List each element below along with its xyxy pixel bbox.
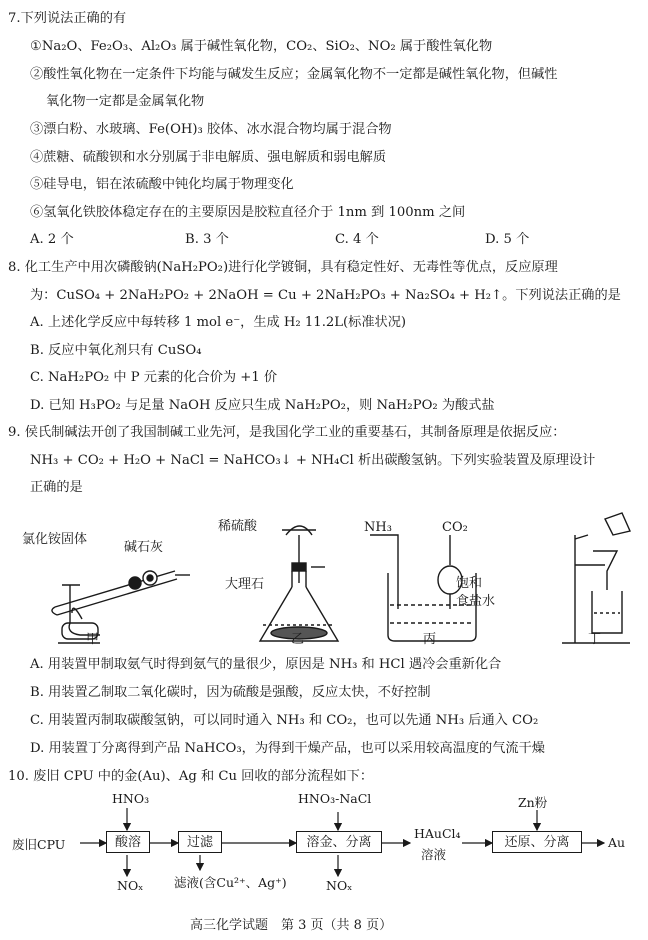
flow-out-nox-2: NOₓ xyxy=(326,878,353,893)
flow-start-cpu: 废旧CPU xyxy=(12,837,66,852)
flow-box-acid-dissolve: 酸溶 xyxy=(106,831,150,853)
q9-stem-line3: 正确的是 xyxy=(30,480,83,495)
q9-option-a: A. 用装置甲制取氨气时得到氨气的量很少，原因是 NH₃ 和 HCl 遇冷会重新化合 xyxy=(30,657,502,672)
q9-stem-line1: 9. 侯氏制碱法开创了我国制碱工业先河，是我国化学工业的重要基石，其制备原理是依据反应： xyxy=(8,425,566,440)
flow-end-au: Au xyxy=(608,835,626,850)
label-dilute-sulfuric-acid: 稀硫酸 xyxy=(218,519,258,534)
q9-option-d: D. 用装置丁分离得到产品 NaHCO₃，为得到干燥产品，也可以采用较高温度的气流干燥 xyxy=(30,741,545,756)
q7-item-6: ⑥氢氧化铁胶体稳定存在的主要原因是胶粒直径介于 1nm 到 100nm 之间 xyxy=(30,205,466,220)
q7-option-b: B. 3 个 xyxy=(185,232,229,247)
q7-option-a: A. 2 个 xyxy=(30,232,74,247)
label-nh3: NH₃ xyxy=(364,520,392,535)
q8-option-d: D. 已知 H₃PO₂ 与足量 NaOH 反应只生成 NaH₂PO₂，则 NaH₂PO₂ 为酸式盐 xyxy=(30,398,495,413)
q7-option-d: D. 5 个 xyxy=(485,232,530,247)
label-marble: 大理石 xyxy=(225,577,265,592)
flow-box-dissolve-gold: 溶金、分离 xyxy=(296,831,382,853)
flow-reagent-hno3: HNO₃ xyxy=(112,791,150,806)
caption-bing: 丙 xyxy=(423,632,437,647)
q8-stem-line1: 8. 化工生产中用次磷酸钠(NaH₂PO₂)进行化学镀铜，具有稳定性好、无毒性等优点，反应原理 xyxy=(8,260,558,275)
apparatus-yi xyxy=(260,526,338,641)
label-ammonium-chloride: 氯化铵固体 xyxy=(22,532,88,547)
flow-mid-solution: 溶液 xyxy=(421,847,447,862)
q8-option-a: A. 上述化学反应中每转移 1 mol e⁻，生成 H₂ 11.2L(标准状况) xyxy=(30,315,407,330)
flow-box-reduce-separate: 还原、分离 xyxy=(492,831,582,853)
flow-box-filter: 过滤 xyxy=(178,831,222,853)
label-saturated: 饱和 xyxy=(456,576,483,591)
q7-item-2-cont: 氧化物一定都是金属氧化物 xyxy=(46,94,205,109)
q9-stem-line2: NH₃ + CO₂ + H₂O + NaCl = NaHCO₃↓ + NH₄Cl 析出碳酸氢钠。下列实验装置及原理设计 xyxy=(30,453,596,468)
q7-item-1: ①Na₂O、Fe₂O₃、Al₂O₃ 属于碱性氧化物，CO₂、SiO₂、NO₂ 属于酸性氧化物 xyxy=(30,39,493,54)
q7-stem: 7.下列说法正确的有 xyxy=(8,11,127,26)
q10-stem: 10. 废旧 CPU 中的金(Au)、Ag 和 Cu 回收的部分流程如下： xyxy=(8,769,374,784)
apparatus-jia xyxy=(52,571,190,643)
flow-reagent-zn: Zn粉 xyxy=(518,795,548,810)
caption-ding: 丁 xyxy=(588,632,602,647)
q9-option-c: C. 用装置丙制取碳酸氢钠，可以同时通入 NH₃ 和 CO₂，也可以先通 NH₃ 后通入 CO₂ xyxy=(30,713,539,728)
q7-item-2: ②酸性氧化物在一定条件下均能与碱发生反应；金属氧化物不一定都是碱性氧化物，但碱性 xyxy=(30,67,558,82)
q9-option-b: B. 用装置乙制取二氧化碳时，因为硫酸是强酸，反应太快，不好控制 xyxy=(30,685,431,700)
flow-out-nox-1: NOₓ xyxy=(117,878,144,893)
caption-yi: 乙 xyxy=(291,632,305,647)
q7-option-c: C. 4 个 xyxy=(335,232,379,247)
q7-item-3: ③漂白粉、水玻璃、Fe(OH)₃ 胶体、冰水混合物均属于混合物 xyxy=(30,122,392,137)
q7-item-4: ④蔗糖、硫酸钡和水分别属于非电解质、强电解质和弱电解质 xyxy=(30,150,387,165)
label-soda-lime: 碱石灰 xyxy=(124,540,164,555)
label-brine: 食盐水 xyxy=(456,594,496,609)
flow-reagent-hno3-nacl: HNO₃-NaCl xyxy=(298,791,372,806)
apparatus-ding xyxy=(562,513,630,643)
flow-mid-haucl4: HAuCl₄ xyxy=(414,826,461,841)
q8-option-c: C. NaH₂PO₂ 中 P 元素的化合价为 +1 价 xyxy=(30,370,278,385)
label-co2: CO₂ xyxy=(442,520,468,535)
q8-stem-line2: 为：CuSO₄ + 2NaH₂PO₂ + 2NaOH = Cu + 2NaH₂PO₃ + Na₂SO₄ + H₂↑。下列说法正确的是 xyxy=(30,288,621,303)
caption-jia: 甲 xyxy=(86,632,100,647)
page-footer: 高三化学试题 第 3 页（共 8 页） xyxy=(190,918,393,933)
q7-item-5: ⑤硅导电，铝在浓硫酸中钝化均属于物理变化 xyxy=(30,177,294,192)
flow-out-filtrate: 滤液(含Cu²⁺、Ag⁺) xyxy=(174,875,287,890)
q8-option-b: B. 反应中氧化剂只有 CuSO₄ xyxy=(30,343,202,358)
